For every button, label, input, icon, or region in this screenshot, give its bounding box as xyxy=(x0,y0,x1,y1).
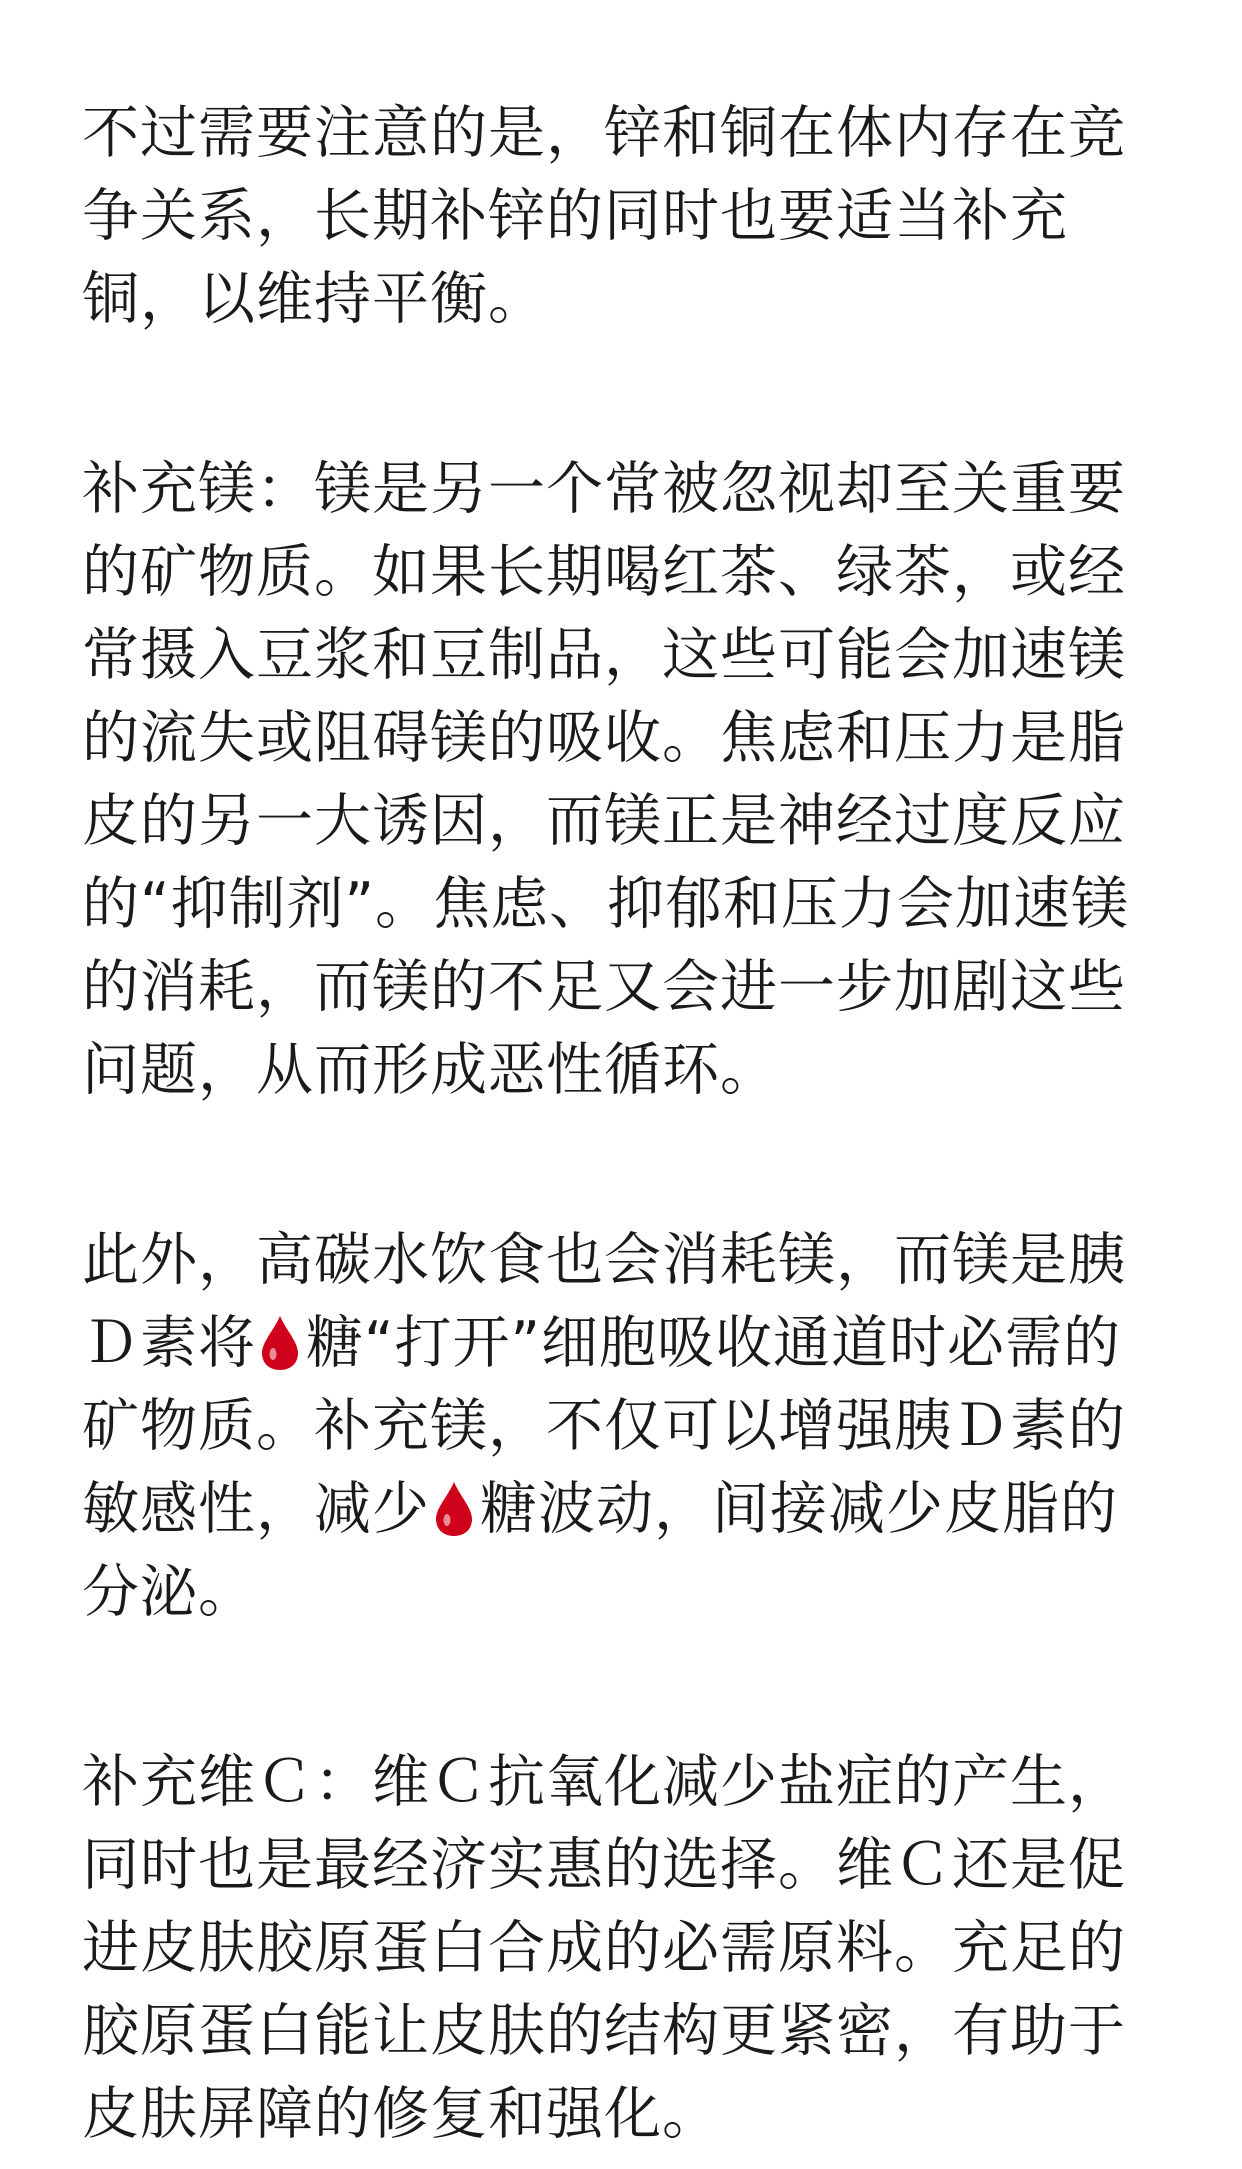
text-line: 的流失或阻碍镁的吸收。焦虑和压力是脂 xyxy=(82,705,1126,771)
text-line: 补充镁：镁是另一个常被忽视却至关重要 xyxy=(82,456,1126,522)
text-line: 进皮肤胶原蛋白合成的必需原料。充足的 xyxy=(82,1915,1126,1981)
text-line: 皮肤屏障的修复和强化。 xyxy=(82,2081,720,2147)
text-segment: Ｄ素将 xyxy=(82,1310,256,1376)
text-line: 不过需要注意的是，锌和铜在体内存在竞 xyxy=(82,100,1126,166)
blood-drop-icon xyxy=(260,1314,300,1372)
article-body xyxy=(82,92,1162,2156)
text-segment: 糖“打开”细胞吸收通道时必需的 xyxy=(306,1310,1122,1376)
text-line: 常摄入豆浆和豆制品，这些可能会加速镁 xyxy=(82,622,1126,688)
paragraph-zinc-copper xyxy=(82,92,1162,341)
text-line: 胶原蛋白能让皮肤的结构更紧密，有助于 xyxy=(82,1998,1126,2064)
text-line: 此外，高碳水饮食也会消耗镁，而镁是胰 xyxy=(82,1227,1126,1293)
text-segment: 糖波动，间接减少皮脂的 xyxy=(480,1476,1118,1542)
text-line: 的消耗，而镁的不足又会进一步加剧这些 xyxy=(82,954,1126,1020)
text-line: 补充维Ｃ：维Ｃ抗氧化减少盐症的产生， xyxy=(82,1749,1126,1815)
text-line: 争关系，长期补锌的同时也要适当补充 xyxy=(82,183,1068,249)
text-line: 矿物质。补充镁，不仅可以增强胰Ｄ素的 xyxy=(82,1393,1126,1459)
text-line: 同时也是最经济实惠的选择。维Ｃ还是促 xyxy=(82,1832,1126,1898)
text-line: 分泌。 xyxy=(82,1559,256,1625)
text-line: 皮的另一大诱因，而镁正是神经过度反应 xyxy=(82,788,1126,854)
text-line xyxy=(82,1468,1162,1551)
paragraph-magnesium xyxy=(82,448,1162,1112)
blood-drop-icon xyxy=(434,1480,474,1538)
text-line: 问题，从而形成恶性循环。 xyxy=(82,1037,778,1103)
text-line: 的“抑制剂”。焦虑、抑郁和压力会加速镁 xyxy=(82,871,1130,937)
paragraph-vitamin-c xyxy=(82,1741,1162,2156)
text-line: 的矿物质。如果长期喝红茶、绿茶，或经 xyxy=(82,539,1126,605)
paragraph-carbs-magnesium xyxy=(82,1219,1162,1634)
text-line xyxy=(82,1302,1162,1385)
text-segment: 敏感性，减少 xyxy=(82,1476,430,1542)
text-line: 铜，以维持平衡。 xyxy=(82,266,546,332)
